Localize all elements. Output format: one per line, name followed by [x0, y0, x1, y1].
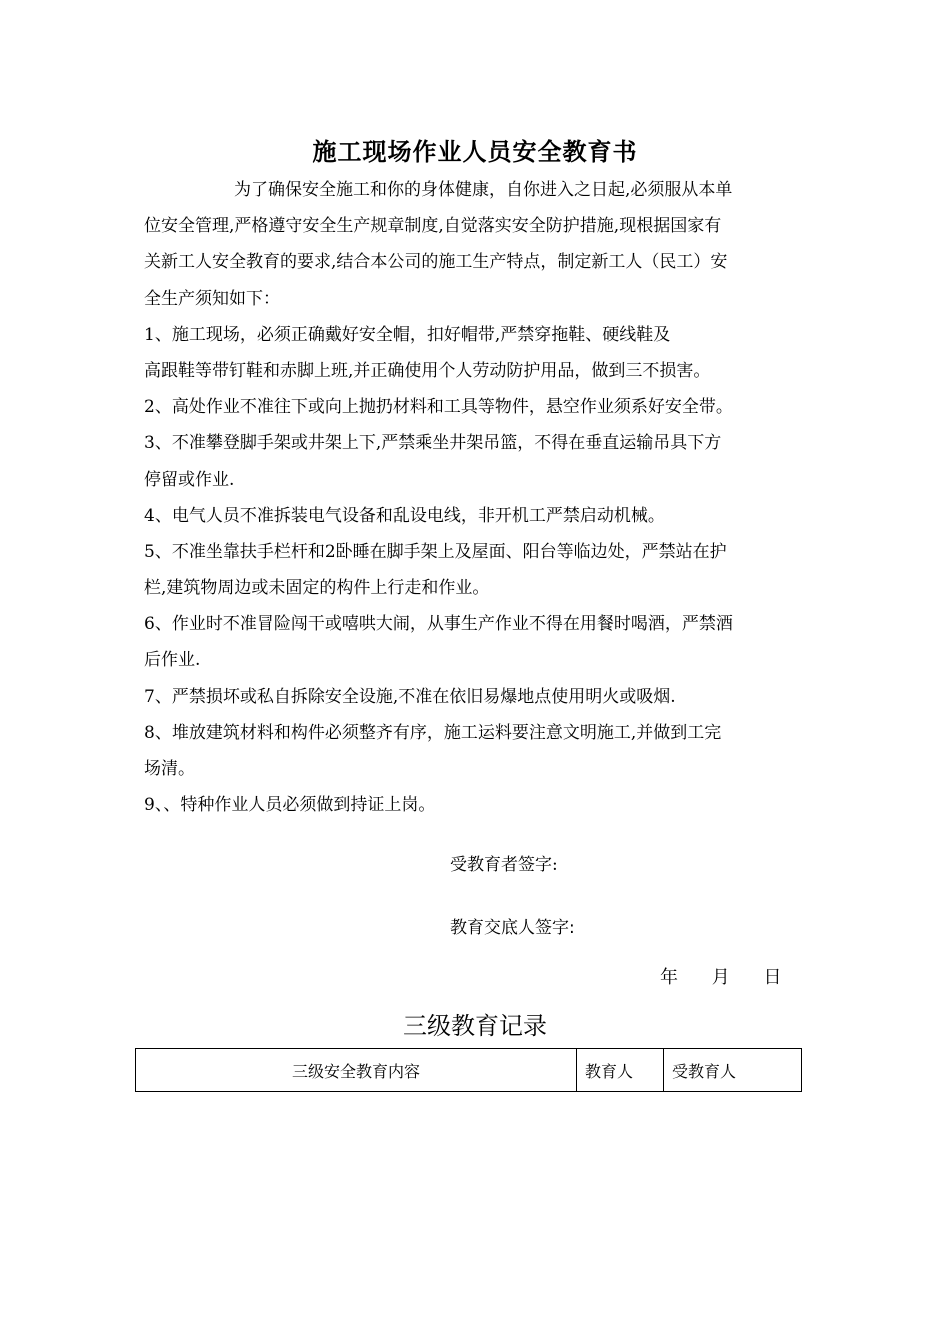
rule-line: 后作业.: [144, 650, 201, 671]
trainee-signature-label: 受教育者签字:: [450, 855, 558, 875]
header-trainee: 受教育人: [664, 1049, 802, 1092]
rule-line: 6、作业时不准冒险闯干或嘻哄大闹，从事生产作业不得在用餐时喝酒，严禁酒: [144, 614, 733, 635]
paragraph-line: 关新工人安全教育的要求,结合本公司的施工生产特点，制定新工人（民工）安: [144, 252, 728, 273]
date-day-label: 日: [763, 967, 782, 988]
rule-line: 1、施工现场，必须正确戴好安全帽，扣好帽带,严禁穿拖鞋、硬线鞋及: [144, 324, 671, 345]
record-table: [135, 1048, 802, 1092]
paragraph-line: 位安全管理,严格遵守安全生产规章制度,自觉落实安全防护措施,现根据国家有: [144, 216, 722, 237]
rule-line: 4、电气人员不准拆装电气设备和乱设电线，非开机工严禁启动机械。: [144, 505, 665, 526]
date-line: [660, 963, 799, 989]
date-month-label: 月: [711, 967, 730, 988]
rule-line: 2、高处作业不准往下或向上抛扔材料和工具等物件，悬空作业须系好安全带。: [144, 397, 733, 418]
paragraph-line: 为了确保安全施工和你的身体健康，自你进入之日起,必须服从本单: [234, 180, 733, 200]
document-body: [144, 172, 812, 823]
rule-line: 停留或作业.: [144, 469, 235, 490]
rule-line: 9、、特种作业人员必须做到持证上岗。: [144, 795, 436, 816]
rule-line: 3、不准攀登脚手架或井架上下,严禁乘坐井架吊篮，不得在垂直运输吊具下方: [144, 433, 722, 454]
rule-line: 5、不准坐靠扶手栏杆和2卧睡在脚手架上及屋面、阳台等临边处，严禁站在护: [144, 541, 727, 562]
document-title: 施工现场作业人员安全教育书: [312, 138, 638, 166]
date-year-label: 年: [660, 967, 678, 988]
rule-line: 高跟鞋等带钉鞋和赤脚上班,并正确使用个人劳动防护用品，做到三不损害。: [144, 360, 711, 381]
header-content: 三级安全教育内容: [136, 1049, 577, 1092]
paragraph-line: 全生产须知如下：: [144, 288, 280, 309]
rule-line: 8、堆放建筑材料和构件必须整齐有序，施工运料要注意文明施工,并做到工完: [144, 722, 722, 743]
rule-line: 场清。: [144, 759, 195, 779]
record-title: 三级教育记录: [403, 1012, 547, 1040]
rule-line: 栏,建筑物周边或未固定的构件上行走和作业。: [144, 578, 490, 599]
table-header-row: [136, 1049, 802, 1092]
header-trainer: 教育人: [577, 1049, 664, 1092]
trainer-signature-label: 教育交底人签字:: [450, 918, 575, 938]
rule-line: 7、严禁损坏或私自拆除安全设施,不准在依旧易爆地点使用明火或吸烟.: [144, 686, 676, 707]
